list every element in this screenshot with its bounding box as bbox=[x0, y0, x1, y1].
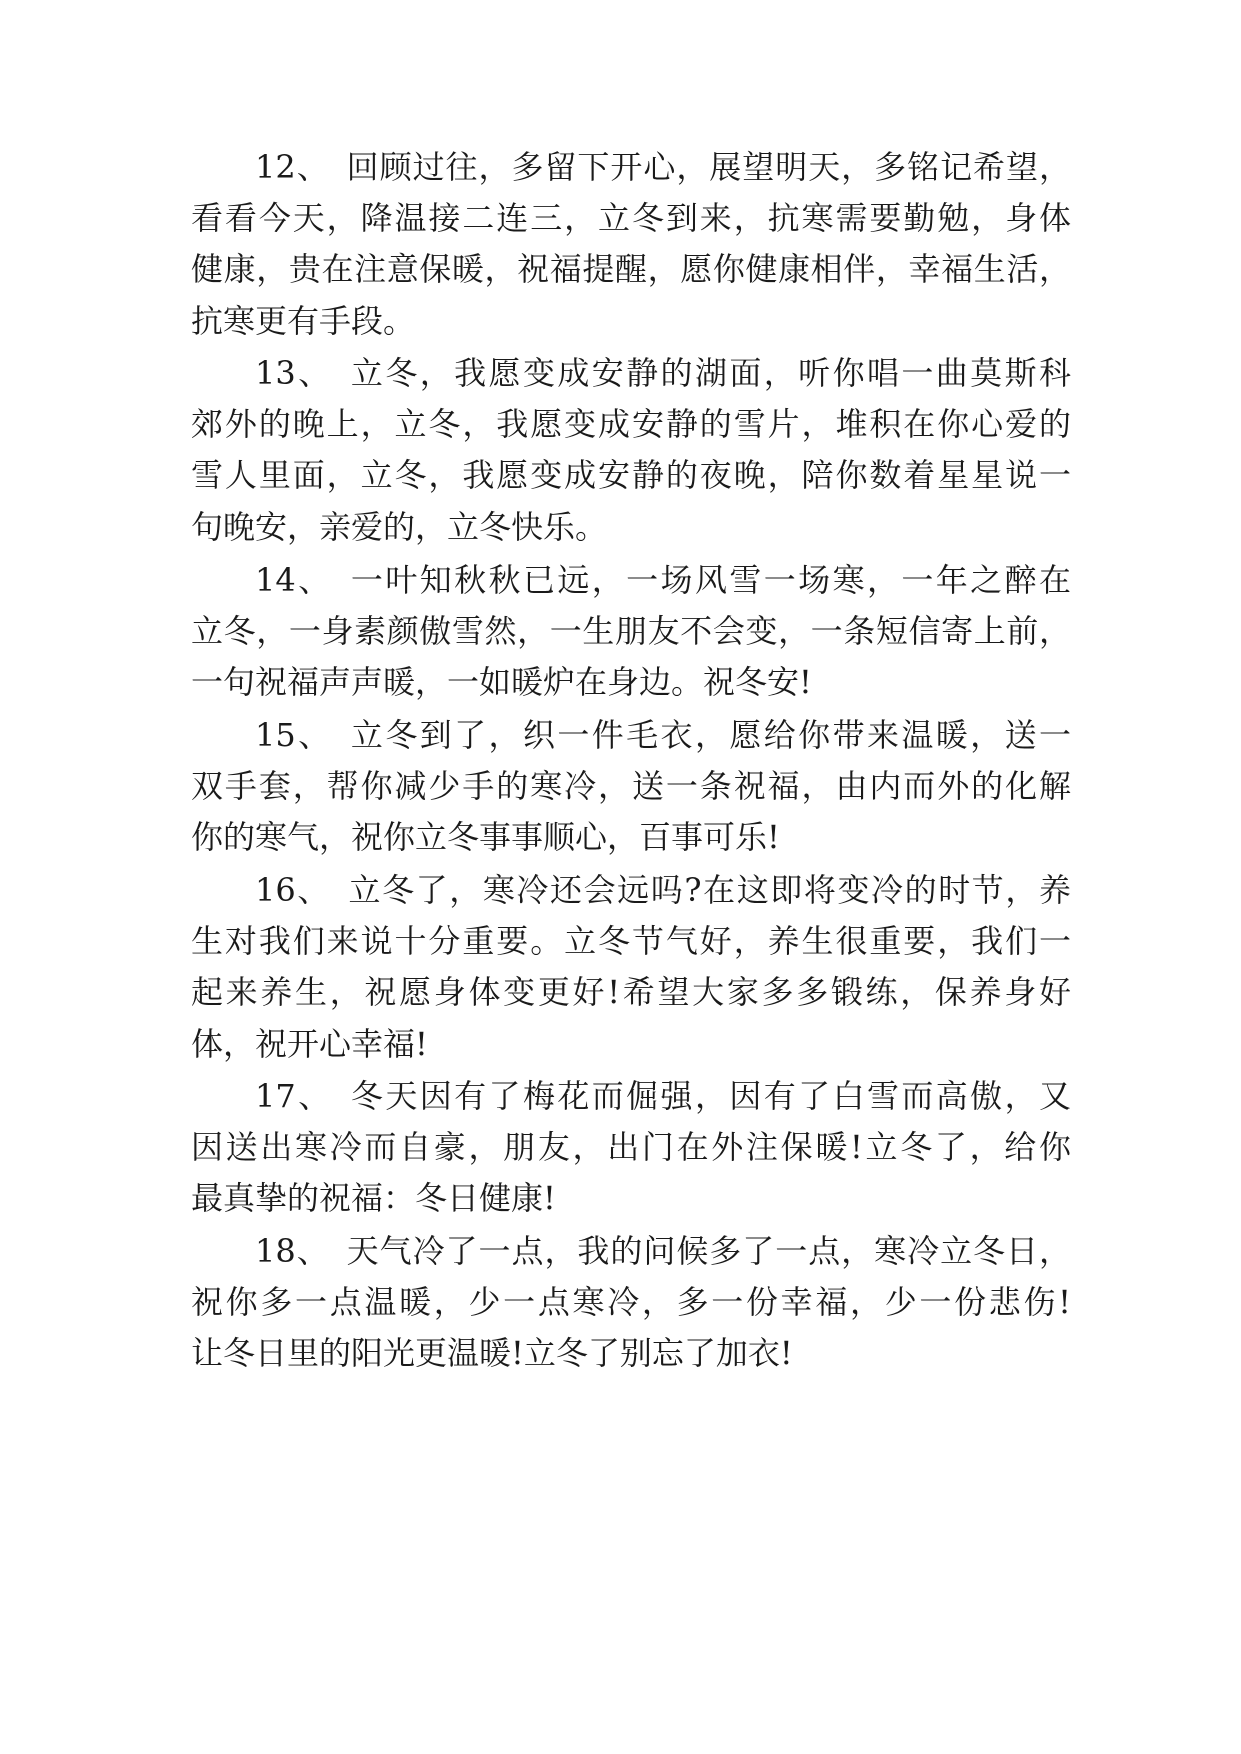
paragraph-line: 祝你多一点温暖，少一点寒冷，多一份幸福，少一份悲伤! bbox=[191, 1283, 1071, 1321]
paragraph-line: 16、 立冬了，寒冷还会远吗?在这即将变冷的时节，养 bbox=[255, 871, 1071, 909]
paragraph-line: 起来养生，祝愿身体变更好!希望大家多多锻练，保养身好 bbox=[191, 973, 1071, 1011]
paragraph-line: 立冬，一身素颜傲雪然，一生朋友不会变，一条短信寄上前， bbox=[191, 612, 1071, 650]
paragraph-line: 双手套，帮你减少手的寒冷，送一条祝福，由内而外的化解 bbox=[191, 767, 1071, 805]
paragraph-line: 郊外的晚上，立冬，我愿变成安静的雪片，堆积在你心爱的 bbox=[191, 405, 1071, 443]
paragraph-line: 14、 一叶知秋秋已远，一场风雪一场寒，一年之醉在 bbox=[255, 561, 1071, 599]
paragraph-line: 最真挚的祝福：冬日健康! bbox=[191, 1179, 556, 1217]
paragraph-line: 18、 天气冷了一点，我的问候多了一点，寒冷立冬日， bbox=[255, 1232, 1071, 1270]
paragraph-line: 看看今天，降温接二连三，立冬到来，抗寒需要勤勉，身体 bbox=[191, 199, 1071, 237]
paragraph-line: 13、 立冬，我愿变成安静的湖面，听你唱一曲莫斯科 bbox=[255, 354, 1071, 392]
paragraph-line: 抗寒更有手段。 bbox=[191, 302, 416, 340]
paragraph-line: 一句祝福声声暖，一如暖炉在身边。祝冬安! bbox=[191, 663, 812, 701]
paragraph-line: 17、 冬天因有了梅花而倔强，因有了白雪而高傲，又 bbox=[255, 1077, 1071, 1115]
paragraph-line: 让冬日里的阳光更温暖!立冬了别忘了加衣! bbox=[191, 1334, 793, 1372]
paragraph-line: 体，祝开心幸福! bbox=[191, 1025, 428, 1063]
paragraph-line: 句晚安，亲爱的，立冬快乐。 bbox=[191, 508, 608, 546]
paragraph-line: 15、 立冬到了，织一件毛衣，愿给你带来温暖，送一 bbox=[255, 716, 1071, 754]
paragraph-line: 你的寒气，祝你立冬事事顺心，百事可乐! bbox=[191, 818, 780, 856]
paragraph-line: 生对我们来说十分重要。立冬节气好，养生很重要，我们一 bbox=[191, 922, 1071, 960]
paragraph-line: 雪人里面，立冬，我愿变成安静的夜晚，陪你数着星星说一 bbox=[191, 456, 1071, 494]
paragraph-line: 因送出寒冷而自豪，朋友，出门在外注保暖!立冬了，给你 bbox=[191, 1128, 1071, 1166]
paragraph-line: 12、 回顾过往，多留下开心，展望明天，多铭记希望， bbox=[255, 148, 1071, 186]
paragraph-line: 健康，贵在注意保暖，祝福提醒，愿你健康相伴，幸福生活， bbox=[191, 250, 1071, 288]
